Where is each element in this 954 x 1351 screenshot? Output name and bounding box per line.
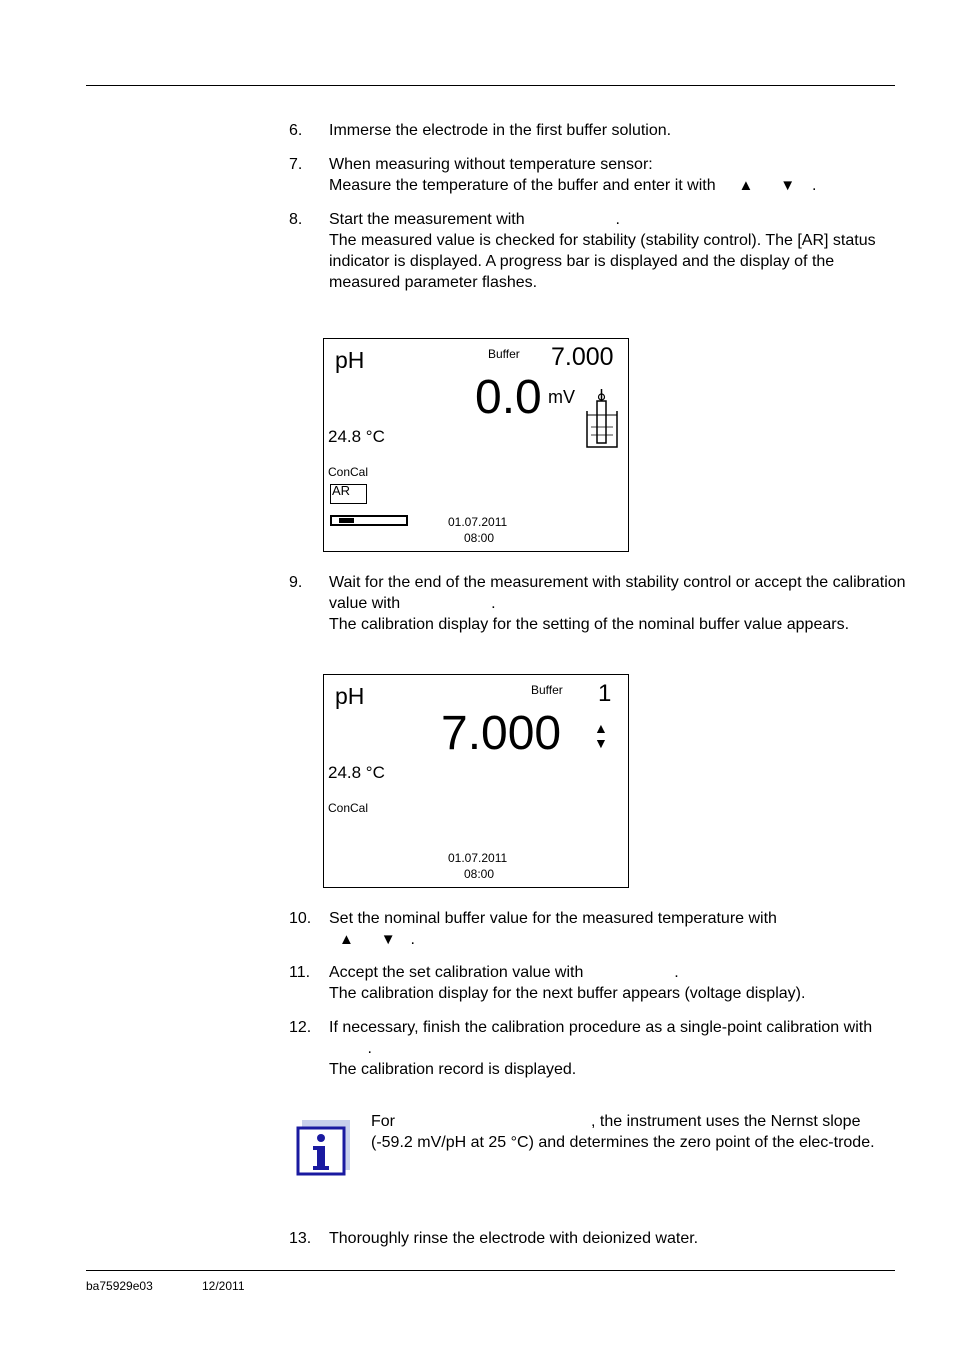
- mode-label: ConCal: [328, 465, 369, 479]
- step-number: 8.: [289, 211, 303, 228]
- step-text: The calibration display for the next buffer appears (voltage display).: [329, 985, 806, 1002]
- down-arrow-icon: ▼: [380, 931, 396, 948]
- unit-label: mV: [548, 387, 575, 407]
- step-text: When measuring without temperature sensor:: [329, 156, 653, 173]
- down-arrow-icon: ▼: [594, 735, 608, 751]
- calibration-display-buffer: [323, 674, 629, 888]
- document-id: ba75929e03: [86, 1279, 153, 1293]
- main-value: 0.0: [475, 371, 542, 424]
- step-number: 12.: [289, 1019, 312, 1036]
- info-icon: [296, 1120, 350, 1176]
- status-indicator-ar: [330, 484, 367, 504]
- buffer-number: 1: [598, 680, 612, 707]
- step-text: If necessary, finish the calibration procedure as a single-point calibration with: [329, 1019, 873, 1036]
- date-label: 01.07.2011: [448, 851, 508, 865]
- down-arrow-icon: ▼: [780, 177, 796, 194]
- step-text-dot: .: [615, 211, 620, 228]
- parameter-label: pH: [335, 347, 365, 373]
- note-prefix: For: [371, 1113, 395, 1130]
- date-label: 01.07.2011: [448, 515, 508, 529]
- step-text-dot: .: [674, 964, 679, 981]
- step-text: Thoroughly rinse the electrode with deionized water.: [329, 1230, 699, 1247]
- document-date: 12/2011: [202, 1279, 245, 1293]
- step-number: 7.: [289, 156, 303, 173]
- buffer-label: Buffer: [488, 347, 520, 361]
- parameter-label: pH: [335, 683, 365, 709]
- note-text: , the instrument uses the Nernst slope (-59.2 mV/pH at 25 °C) and determines the zero point of the elec-trode.: [371, 1113, 875, 1151]
- step-text-tail: .: [410, 931, 415, 948]
- step-number: 11.: [289, 964, 311, 981]
- buffer-value: 7.000: [551, 343, 614, 371]
- temperature-value: 24.8 °C: [328, 763, 385, 782]
- electrode-beaker-icon: [586, 387, 618, 449]
- step-number: 10.: [289, 910, 312, 927]
- step-number: 9.: [289, 574, 303, 591]
- info-note: [371, 1111, 891, 1153]
- progress-bar: [330, 515, 408, 526]
- up-arrow-icon: ▲: [339, 931, 354, 948]
- nominal-buffer-value: 7.000: [441, 707, 562, 760]
- step-text: Immerse the electrode in the first buffer solution.: [329, 122, 672, 139]
- up-arrow-icon: ▲: [738, 177, 754, 194]
- mode-label: ConCal: [328, 801, 369, 815]
- footer-rule: [86, 1270, 895, 1271]
- status-indicator-label: AR: [332, 483, 351, 498]
- progress-bar-fill: [339, 518, 354, 523]
- calibration-display-voltage: [323, 338, 629, 552]
- step-text-tail: .: [812, 177, 817, 194]
- step-text: Start the measurement with: [329, 211, 525, 228]
- step-text: Accept the set calibration value with: [329, 964, 584, 981]
- time-label: 08:00: [464, 531, 495, 545]
- step-text: The calibration record is displayed.: [329, 1061, 577, 1078]
- step-text: The measured value is checked for stability (stability control). The [AR] status indicator is displayed. A progress bar is displayed and the display of the measured parameter flashes.: [329, 232, 876, 291]
- step-text-dot: .: [367, 1040, 372, 1057]
- time-label: 08:00: [464, 867, 495, 881]
- header-rule: [86, 85, 895, 86]
- step-text: The calibration display for the setting of the nominal buffer value appears.: [329, 616, 850, 633]
- step-number: 6.: [289, 122, 303, 139]
- step-text: Measure the temperature of the buffer and enter it with: [329, 177, 716, 194]
- step-text: Wait for the end of the measurement with stability control or accept the calibration value with: [329, 574, 906, 612]
- buffer-label: Buffer: [531, 683, 563, 697]
- step-number: 13.: [289, 1230, 312, 1247]
- up-arrow-icon: ▲: [594, 720, 608, 736]
- temperature-value: 24.8 °C: [328, 427, 385, 446]
- step-text-dot: .: [491, 595, 496, 612]
- step-text: Set the nominal buffer value for the measured temperature with: [329, 910, 777, 927]
